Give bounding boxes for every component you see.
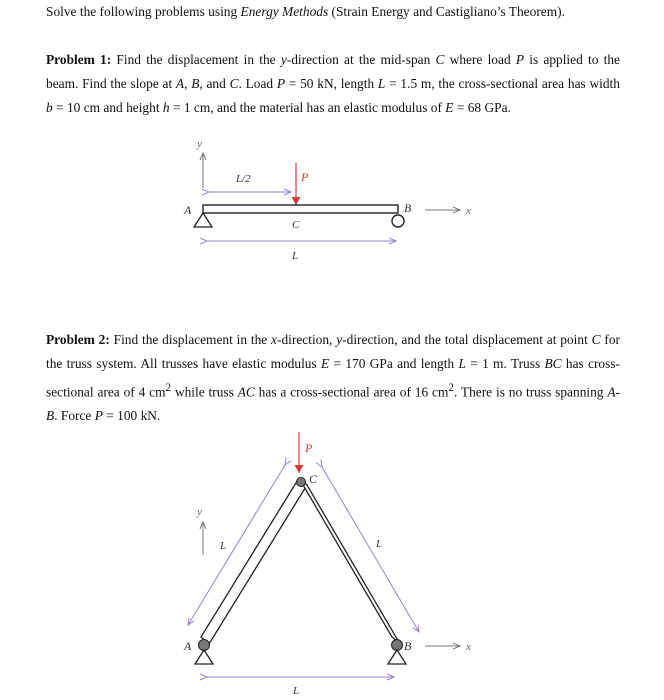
joint-c-label: C bbox=[309, 472, 318, 486]
midpoint-c-label: C bbox=[292, 219, 300, 231]
length-label: L bbox=[292, 250, 299, 262]
problem-2-statement: Problem 2: Find the displacement in the x-direction, y-direction, and the total displacement at point C for the truss system. All trusses have elastic modulus E = 170 GPa and length L = 1 m. Truss BC has cross-sectional area of 4 $cm^2$ while truss AC has a cross-sectional area of 16 $cm^2$. There is no truss spanning A-B. Force P = 100 kN. bbox=[46, 332, 620, 424]
left-length-label: L bbox=[220, 540, 227, 552]
joint-b-label: B bbox=[404, 639, 412, 653]
joint-c-pin bbox=[297, 478, 306, 487]
support-b-label: B bbox=[404, 201, 412, 215]
problem-1-statement: Problem 1: Find the displacement in the y-direction at the mid-span C where load P is applied to the beam. Find the slope at A, B, and C. Load P = 50 kN, length L = 1.5 m, the cross-sectional area has width b = 10 cm and height h = 1 cm, and the material has an elastic modulus of E = 68 GPa. bbox=[46, 52, 620, 115]
truss-figure bbox=[183, 432, 471, 697]
bottom-length-label: L bbox=[293, 685, 300, 697]
right-length-label: L bbox=[376, 538, 383, 550]
half-length-label: L/2 bbox=[236, 173, 251, 185]
problem-1-label: Problem 1: bbox=[46, 52, 112, 67]
pin-support-a bbox=[194, 213, 212, 227]
instructions-heading: Solve the following problems using Energy Methods (Strain Energy and Castigliano’s Theorem). bbox=[46, 4, 565, 19]
beam-figure bbox=[183, 138, 471, 262]
right-length-dimension bbox=[322, 467, 419, 632]
truss-member-ac bbox=[201, 478, 307, 644]
fig1-x-axis-label: x bbox=[466, 205, 471, 217]
beam bbox=[203, 205, 398, 213]
joint-a-label: A bbox=[184, 639, 192, 653]
support-a-label: A bbox=[184, 203, 192, 217]
pin-support-a bbox=[195, 650, 213, 664]
load-label: P bbox=[301, 170, 309, 184]
force-label: P bbox=[305, 441, 313, 455]
roller-support-b bbox=[392, 215, 404, 227]
fig1-y-axis-label: y bbox=[197, 138, 202, 150]
fig2-y-axis-label: y bbox=[197, 506, 202, 518]
problem-2-label: Problem 2: bbox=[46, 332, 110, 347]
fig2-x-axis-label: x bbox=[466, 641, 471, 653]
truss-member-bc bbox=[299, 478, 400, 644]
